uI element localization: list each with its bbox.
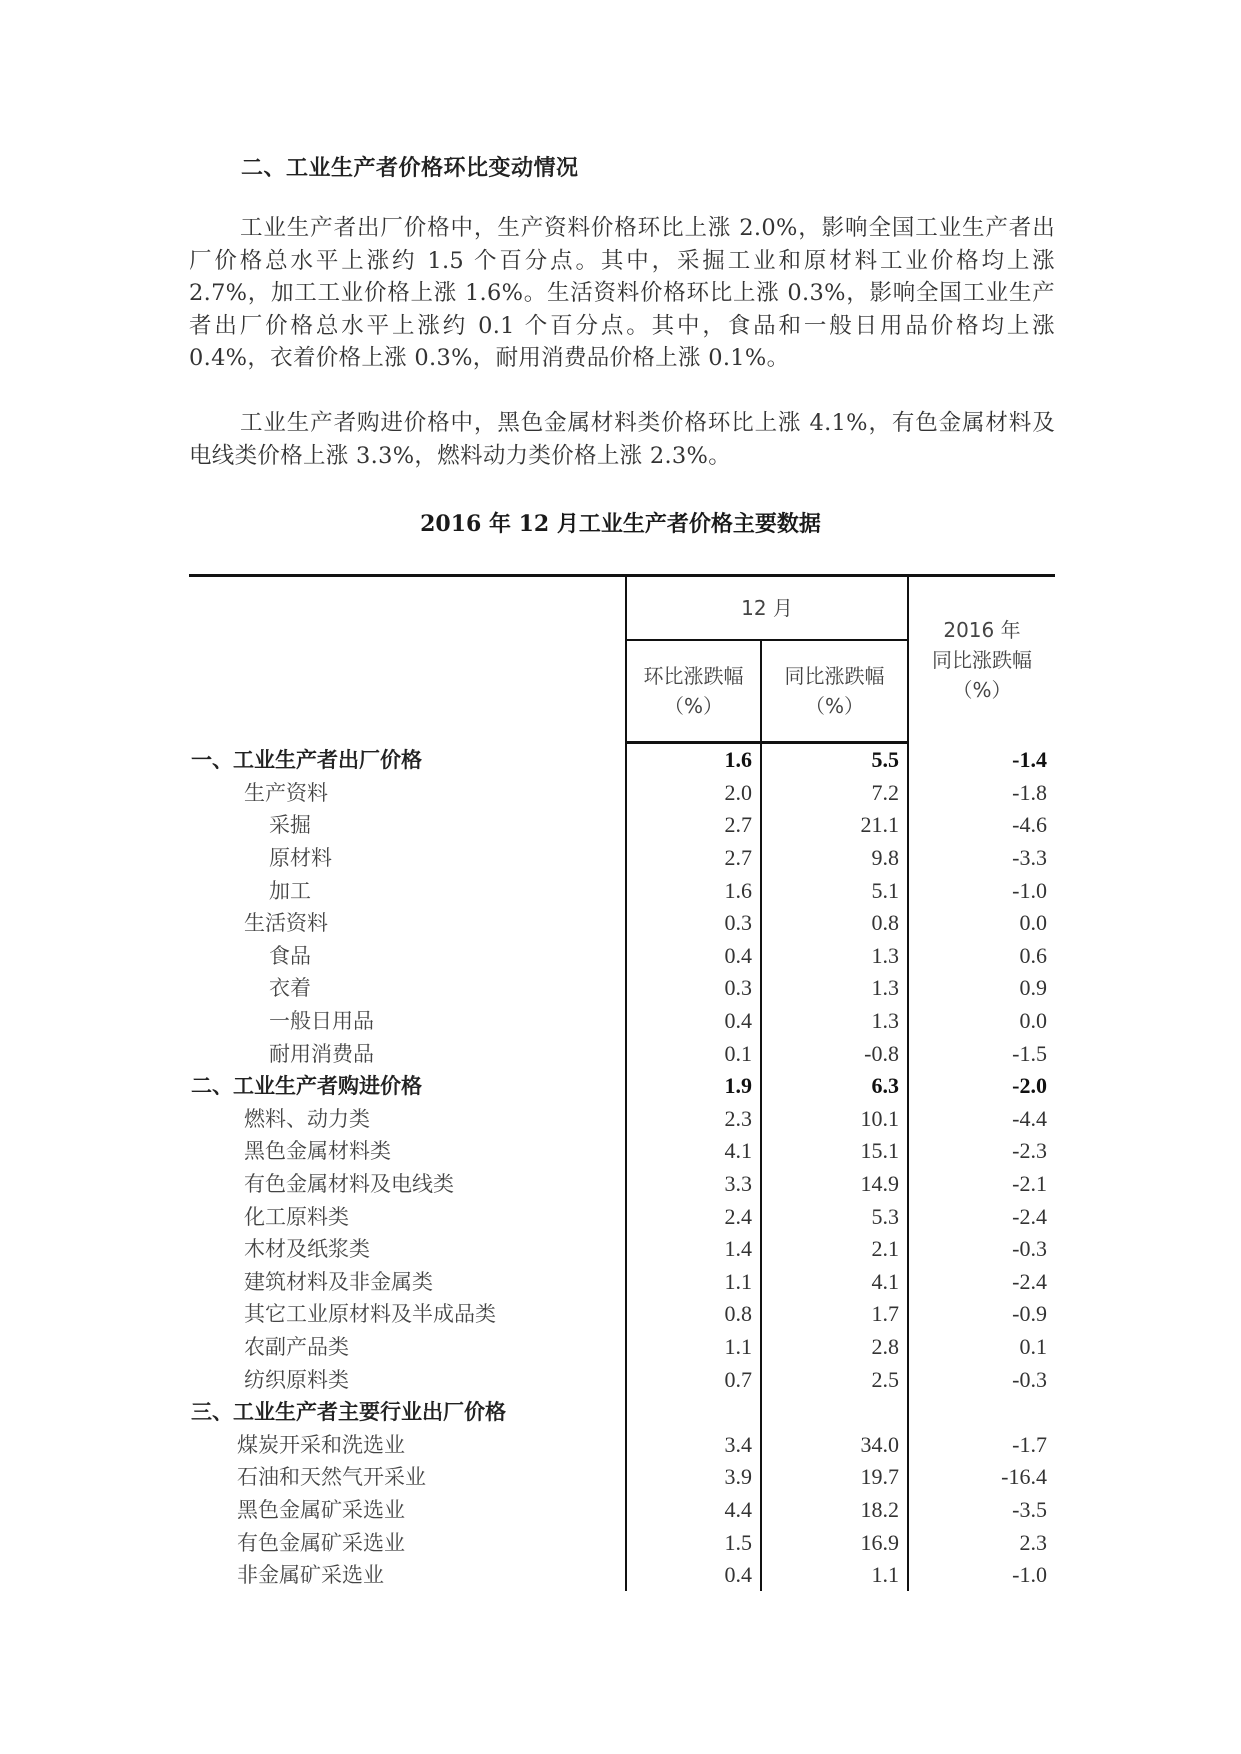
cell-yoy: 15.1 <box>761 1135 908 1168</box>
table-row <box>189 842 1055 875</box>
cell-yoy: 1.3 <box>761 972 908 1005</box>
row-label: 生活资料 <box>244 911 328 936</box>
table-row <box>189 1298 1055 1331</box>
table-row <box>189 1005 1055 1038</box>
cell-yoy: 5.3 <box>761 1200 908 1233</box>
table-row <box>189 972 1055 1005</box>
cell-year-yoy: -0.3 <box>908 1233 1055 1266</box>
cell-year-yoy: 0.1 <box>908 1331 1055 1364</box>
row-label: 木材及纸浆类 <box>244 1237 370 1262</box>
cell-year-yoy: -0.3 <box>908 1363 1055 1396</box>
row-label: 燃料、动力类 <box>244 1106 370 1131</box>
table-row <box>189 1428 1055 1461</box>
cell-mom: 0.3 <box>626 907 761 940</box>
cell-yoy: 2.8 <box>761 1331 908 1364</box>
row-label: 黑色金属材料类 <box>244 1139 391 1164</box>
table-row <box>189 1331 1055 1364</box>
header-year-yoy <box>908 576 1055 743</box>
row-label: 石油和天然气开采业 <box>237 1465 426 1490</box>
row-label: 二、工业生产者购进价格 <box>191 1074 422 1099</box>
paragraph-output-prices: 工业生产者出厂价格中，生产资料价格环比上涨 2.0%，影响全国工业生产者出厂价格总水平上涨约 1.5 个百分点。其中，采掘工业和原材料工业价格均上涨 2.7%，加工工业价格上涨 1.6%。生活资料价格环比上涨 0.3%，影响全国工业生产者出厂价格总水平上涨约 0.1 个百分点。其中，食品和一般日用品价格均上涨 0.4%，衣着价格上涨 0.3%，耐用消费品价格上涨 0.1%。 <box>189 215 1055 371</box>
table-row <box>189 1135 1055 1168</box>
row-label: 三、工业生产者主要行业出厂价格 <box>191 1400 506 1425</box>
cell-yoy: 5.5 <box>761 743 908 777</box>
cell-mom: 1.6 <box>626 874 761 907</box>
cell-year-yoy: -1.5 <box>908 1037 1055 1070</box>
table-row <box>189 1233 1055 1266</box>
cell-year-yoy: -2.0 <box>908 1070 1055 1103</box>
cell-mom: 0.4 <box>626 1559 761 1592</box>
cell-year-yoy: -1.0 <box>908 1559 1055 1592</box>
cell-mom: 0.7 <box>626 1363 761 1396</box>
cell-yoy: 1.3 <box>761 940 908 973</box>
cell-year-yoy: -16.4 <box>908 1461 1055 1494</box>
row-label: 有色金属材料及电线类 <box>244 1172 454 1197</box>
cell-mom: 1.5 <box>626 1526 761 1559</box>
cell-mom: 3.4 <box>626 1428 761 1461</box>
row-label: 纺织原料类 <box>244 1367 349 1392</box>
row-label: 煤炭开采和洗选业 <box>237 1432 405 1457</box>
row-label: 一般日用品 <box>269 1009 374 1034</box>
cell-yoy <box>761 1396 908 1429</box>
cell-mom: 0.1 <box>626 1037 761 1070</box>
cell-mom: 1.1 <box>626 1331 761 1364</box>
cell-year-yoy: 0.6 <box>908 940 1055 973</box>
row-label: 一、工业生产者出厂价格 <box>191 747 422 772</box>
table-row <box>189 1559 1055 1592</box>
row-label: 生产资料 <box>244 780 328 805</box>
cell-mom <box>626 1396 761 1429</box>
table-row <box>189 1037 1055 1070</box>
table-body <box>189 743 1055 1592</box>
header-month-group: 12 月 <box>626 576 908 641</box>
cell-year-yoy: -2.3 <box>908 1135 1055 1168</box>
cell-mom: 2.3 <box>626 1103 761 1136</box>
cell-mom: 3.9 <box>626 1461 761 1494</box>
cell-yoy: 1.1 <box>761 1559 908 1592</box>
table-row <box>189 1200 1055 1233</box>
row-label: 加工 <box>269 878 311 903</box>
cell-mom: 1.4 <box>626 1233 761 1266</box>
table-row <box>189 743 1055 777</box>
cell-yoy: 10.1 <box>761 1103 908 1136</box>
cell-yoy: 1.7 <box>761 1298 908 1331</box>
cell-year-yoy: -4.6 <box>908 809 1055 842</box>
row-label: 建筑材料及非金属类 <box>244 1269 433 1294</box>
row-label: 化工原料类 <box>244 1204 349 1229</box>
cell-year-yoy: 0.9 <box>908 972 1055 1005</box>
row-label: 有色金属矿采选业 <box>237 1530 405 1555</box>
cell-mom: 4.1 <box>626 1135 761 1168</box>
table-row <box>189 940 1055 973</box>
cell-year-yoy: -1.8 <box>908 777 1055 810</box>
header-year-line2: 同比涨跌幅 <box>932 647 1032 672</box>
table-row <box>189 1461 1055 1494</box>
table-row <box>189 1266 1055 1299</box>
header-year-line1: 2016 年 <box>943 617 1021 642</box>
row-label: 衣着 <box>269 976 311 1001</box>
cell-year-yoy: 0.0 <box>908 1005 1055 1038</box>
table-row <box>189 907 1055 940</box>
table-row <box>189 874 1055 907</box>
table-row <box>189 1103 1055 1136</box>
table-row <box>189 1070 1055 1103</box>
section-heading: 二、工业生产者价格环比变动情况 <box>241 156 579 181</box>
cell-mom: 1.9 <box>626 1070 761 1103</box>
row-label: 原材料 <box>269 846 332 871</box>
cell-mom: 2.7 <box>626 809 761 842</box>
cell-year-yoy: -1.0 <box>908 874 1055 907</box>
cell-year-yoy: -2.4 <box>908 1200 1055 1233</box>
table-row <box>189 777 1055 810</box>
table-row <box>189 809 1055 842</box>
cell-yoy: 14.9 <box>761 1168 908 1201</box>
row-label: 农副产品类 <box>244 1334 349 1359</box>
cell-year-yoy: -4.4 <box>908 1103 1055 1136</box>
cell-year-yoy: -1.7 <box>908 1428 1055 1461</box>
row-label: 采掘 <box>269 813 311 838</box>
cell-yoy: 21.1 <box>761 809 908 842</box>
row-label: 非金属矿采选业 <box>237 1563 384 1588</box>
cell-yoy: 18.2 <box>761 1494 908 1527</box>
table-title: 2016 年 12 月工业生产者价格主要数据 <box>420 511 821 537</box>
cell-yoy: 2.1 <box>761 1233 908 1266</box>
cell-year-yoy: -3.3 <box>908 842 1055 875</box>
header-yoy: 同比涨跌幅（%） <box>761 640 908 743</box>
ppi-data-table <box>189 574 1055 1591</box>
header-mom: 环比涨跌幅（%） <box>626 640 761 743</box>
header-blank <box>189 576 626 743</box>
cell-year-yoy: -3.5 <box>908 1494 1055 1527</box>
cell-yoy: 34.0 <box>761 1428 908 1461</box>
cell-yoy: 19.7 <box>761 1461 908 1494</box>
cell-mom: 0.8 <box>626 1298 761 1331</box>
cell-year-yoy: -2.4 <box>908 1266 1055 1299</box>
cell-year-yoy: -2.1 <box>908 1168 1055 1201</box>
cell-mom: 3.3 <box>626 1168 761 1201</box>
table-row <box>189 1526 1055 1559</box>
cell-mom: 1.1 <box>626 1266 761 1299</box>
cell-mom: 1.6 <box>626 743 761 777</box>
cell-yoy: 4.1 <box>761 1266 908 1299</box>
paragraph-purchase-prices: 工业生产者购进价格中，黑色金属材料类价格环比上涨 4.1%，有色金属材料及电线类价格上涨 3.3%，燃料动力类价格上涨 2.3%。 <box>189 410 1055 469</box>
cell-year-yoy: -1.4 <box>908 743 1055 777</box>
cell-mom: 0.4 <box>626 940 761 973</box>
cell-year-yoy <box>908 1396 1055 1429</box>
cell-mom: 2.7 <box>626 842 761 875</box>
table-row <box>189 1396 1055 1429</box>
cell-year-yoy: -0.9 <box>908 1298 1055 1331</box>
cell-year-yoy: 2.3 <box>908 1526 1055 1559</box>
row-label: 耐用消费品 <box>269 1041 374 1066</box>
header-year-line3: （%） <box>952 677 1012 702</box>
cell-yoy: 9.8 <box>761 842 908 875</box>
cell-mom: 2.4 <box>626 1200 761 1233</box>
cell-yoy: 16.9 <box>761 1526 908 1559</box>
table-row <box>189 1363 1055 1396</box>
cell-mom: 0.3 <box>626 972 761 1005</box>
cell-yoy: 6.3 <box>761 1070 908 1103</box>
cell-mom: 0.4 <box>626 1005 761 1038</box>
cell-yoy: 1.3 <box>761 1005 908 1038</box>
table-row <box>189 1168 1055 1201</box>
cell-yoy: 0.8 <box>761 907 908 940</box>
cell-mom: 4.4 <box>626 1494 761 1527</box>
cell-year-yoy: 0.0 <box>908 907 1055 940</box>
cell-mom: 2.0 <box>626 777 761 810</box>
table-row <box>189 1494 1055 1527</box>
cell-yoy: -0.8 <box>761 1037 908 1070</box>
row-label: 黑色金属矿采选业 <box>237 1497 405 1522</box>
cell-yoy: 2.5 <box>761 1363 908 1396</box>
cell-yoy: 7.2 <box>761 777 908 810</box>
cell-yoy: 5.1 <box>761 874 908 907</box>
row-label: 食品 <box>269 943 311 968</box>
row-label: 其它工业原材料及半成品类 <box>244 1302 496 1327</box>
